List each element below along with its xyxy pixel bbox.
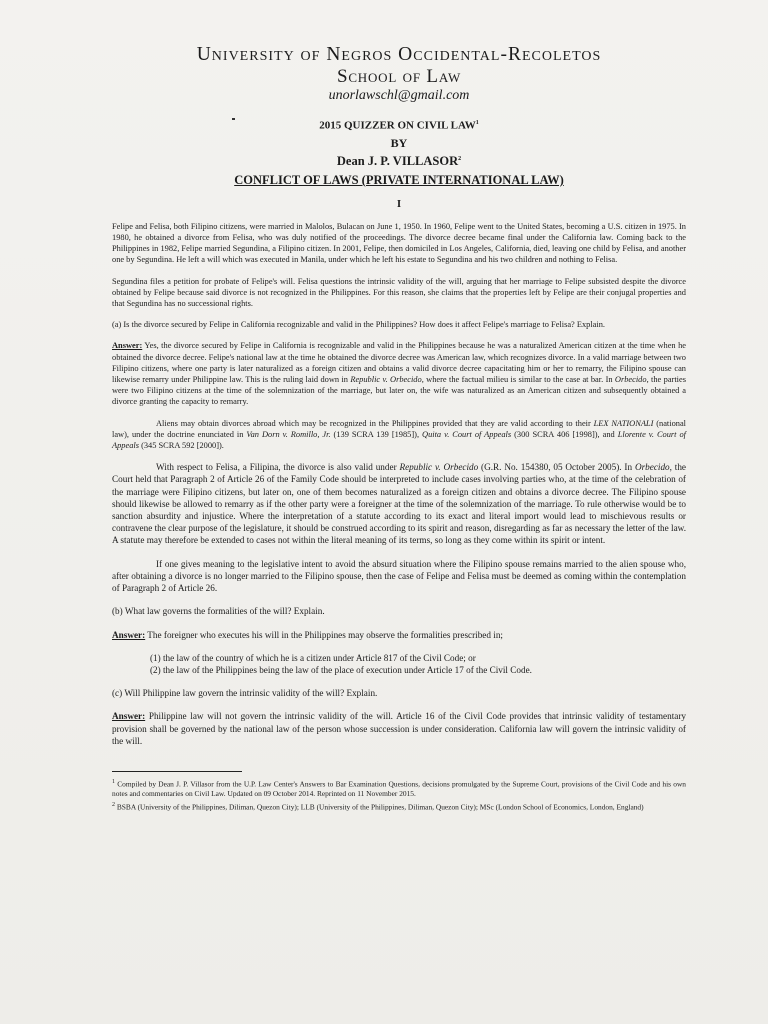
footnote-mark: 1 (112, 778, 115, 785)
answer-text: Aliens may obtain divorces abroad which may be recognized in the Philippines provided that they are valid according to their (156, 418, 594, 428)
case-citation: Van Dorn v. Romillo, Jr. (246, 429, 331, 439)
answer-text: , where the factual milieu is similar to the case at bar. In (421, 375, 615, 385)
case-citation: Quita v. Court of Appeals (422, 429, 512, 439)
author-name (112, 152, 686, 169)
section-numeral: I (396, 197, 402, 210)
case-citation: Orbecido (634, 462, 670, 473)
question-a: (a) Is the divorce secured by Felipe in California recognizable and valid in the Philippines? How does it affect Felipe's marriage to Felisa? Explain. (112, 320, 606, 330)
document-header (112, 44, 686, 211)
answer-text: The foreigner who executes his will in the Philippines may observe the formalities prescribed in; (145, 629, 503, 640)
document-title (112, 116, 686, 133)
list-item: (1) the law of the country of which he is a citizen under Article 817 of the Civil Code; or (150, 652, 476, 663)
answer-text: (345 SCRA 592 [2000]). (138, 441, 224, 451)
facts-paragraph-1: Felipe and Felisa, both Filipino citizens, were married in Malolos, Bulacan on June 1, 1950. In 1960, Felipe went to the United States, becoming a U.S. citizen in 1975. In 1980, he obtained a divorce from Felisa, who was duly notified of the proceedings. The divorce decree became final under the California law. Coming back to the Philippines in 1982, Felipe married Segundina, a Filipino citizen. In 2001, Felipe, then domiciled in Los Angeles, California, died, leaving one child by Felisa, and another one by Segundina. He left a will which was executed in Manila, under which he left his estate to Segundina and his two children and nothing to Felisa. (112, 221, 686, 265)
scan-artifact-mark (232, 118, 235, 120)
question-c: (c) Will Philippine law govern the intrinsic validity of the will? Explain. (112, 688, 378, 699)
school-name: School of Law (336, 66, 462, 87)
case-citation: Orbecido (614, 375, 647, 385)
answer-label: Answer: (112, 711, 146, 722)
answer-a-paragraph-3 (112, 461, 686, 546)
footnote-ref-1: 1 (475, 120, 479, 126)
school-email: unorlawschl@gmail.com (328, 88, 470, 103)
latin-term: LEX NATIONALI (593, 418, 654, 428)
footnote-text: Compiled by Dean J. P. Villasor from the U.P. Law Center's Answers to Bar Examination Questions, decisions promulgated by the Supreme Court, provisions of the Civil Code and his own notes and commentaries on Civil Law. Updated on 09 October 2014. Reprinted on 11 November 2015. (112, 779, 686, 798)
case-citation: Republic v. Orbecido (350, 375, 422, 385)
facts-paragraph-2: Segundina files a petition for probate of Felipe's will. Felisa questions the intrinsic validity of the will, arguing that her marriage to Felipe subsisted despite the divorce obtained by Felipe because said divorce is not recognized in the Philippines. For this reason, she claims that the properties left by Felipe are their conjugal properties and that Segundina has no successional rights. (112, 276, 686, 309)
footnote-1 (112, 778, 686, 799)
answer-text: (300 SCRA 406 [1998]), and (511, 429, 618, 439)
topic-heading: CONFLICT OF LAWS (PRIVATE INTERNATIONAL LAW) (234, 172, 564, 187)
title-text: 2015 QUIZZER ON CIVIL LAW (319, 119, 476, 132)
list-item: (2) the law of the Philippines being the law of the place of execution under Article 17 of the Civil Code. (150, 664, 532, 675)
author-text: Dean J. P. VILLASOR (336, 153, 459, 168)
answer-text: (139 SCRA 139 [1985]), (330, 429, 423, 439)
answer-label: Answer: (112, 341, 143, 351)
footnote-divider (112, 771, 242, 772)
formalities-list (150, 652, 686, 676)
question-b: (b) What law governs the formalities of the will? Explain. (112, 606, 325, 617)
answer-a-paragraph-1 (112, 340, 686, 407)
answer-a-paragraph-2 (112, 418, 686, 452)
answer-c (112, 710, 686, 747)
case-citation: Republic v. Orbecido (399, 462, 479, 473)
answer-label: Answer: (112, 629, 146, 640)
footnote-ref-2: 2 (458, 155, 462, 162)
answer-b-intro (112, 629, 686, 641)
footnote-2 (112, 801, 686, 812)
by-line: BY (390, 135, 408, 150)
answer-text: (G.R. No. 154380, 05 October 2005). In (478, 462, 635, 473)
answer-text: Yes, the divorce secured by Felipe in California is recognizable and valid in the Philippines because he was a naturalized American citizen at the time when he obtained the divorce decree. Felipe's national law at the time he obtained the divorce decree was American law, which recognizes divorce. In a valid marriage between two Filipino citizens, where one party is later naturalized as a foreign citizen and obtains a valid divorce decree capacitating him or her to remarry, the Filipino spouse can likewise remarry under Philippine law. This is the ruling laid down in (112, 341, 686, 385)
footnote-text: BSBA (University of the Philippines, Diliman, Quezon City); LLB (University of the Philippines, Diliman, Quezon City); MSc (London School of Economics, London, England) (115, 802, 644, 812)
university-name: University of Negros Occidental-Recoletos (196, 44, 602, 65)
answer-text: , the Court held that Paragraph 2 of Article 26 of the Family Code should be interpreted to include cases involving parties who, at the time of the celebration of the marriage were Filipino citizens, but later on, one of them becomes naturalized as a foreign citizen and obtains a divorce decree. The Filipino spouse should likewise be allowed to remarry as if the other party were a foreigner at the time of the solemnization of the marriage. To rule otherwise would be to sanction absurdity and injustice. Where the interpretation of a statute according to its exact and literal import would lead to mischievous results or contravene the clear purpose of the legislature, it should be construed according to its spirit and reason, disregarding as far as necessary the letter of the law. A statute may therefore be extended to cases not within the literal meaning of its terms, so long as they come within its spirit or intent. (112, 462, 687, 546)
answer-text: Philippine law will not govern the intrinsic validity of the will. Article 16 of the Civil Code provides that intrinsic validity of testamentary provision shall be governed by the national law of the person whose succession is under consideration. California law will govern the intrinsic validity of the will. (112, 711, 686, 746)
answer-text: (national law), under the doctrine enunciated in (112, 418, 686, 439)
answer-text: , the parties were two Filipino citizens at the time of the solemnization of the marriage, but later on, the wife was naturalized as an American citizen and subsequently obtained a divorce granting the capacity to remarry. (112, 375, 686, 407)
footnote-mark: 2 (112, 801, 115, 808)
answer-text: With respect to Felisa, a Filipina, the divorce is also valid under (156, 462, 400, 473)
case-citation: Llorente v. Court of Appeals (112, 429, 686, 451)
answer-a-paragraph-4: If one gives meaning to the legislative intent to avoid the absurd situation where the Filipino spouse remains married to the alien spouse who, after obtaining a divorce is no longer married to the Filipino spouse, then the case of Felipe and Felisa must be deemed as coming within the contemplation of Paragraph 2 of Article 26. (112, 558, 686, 594)
